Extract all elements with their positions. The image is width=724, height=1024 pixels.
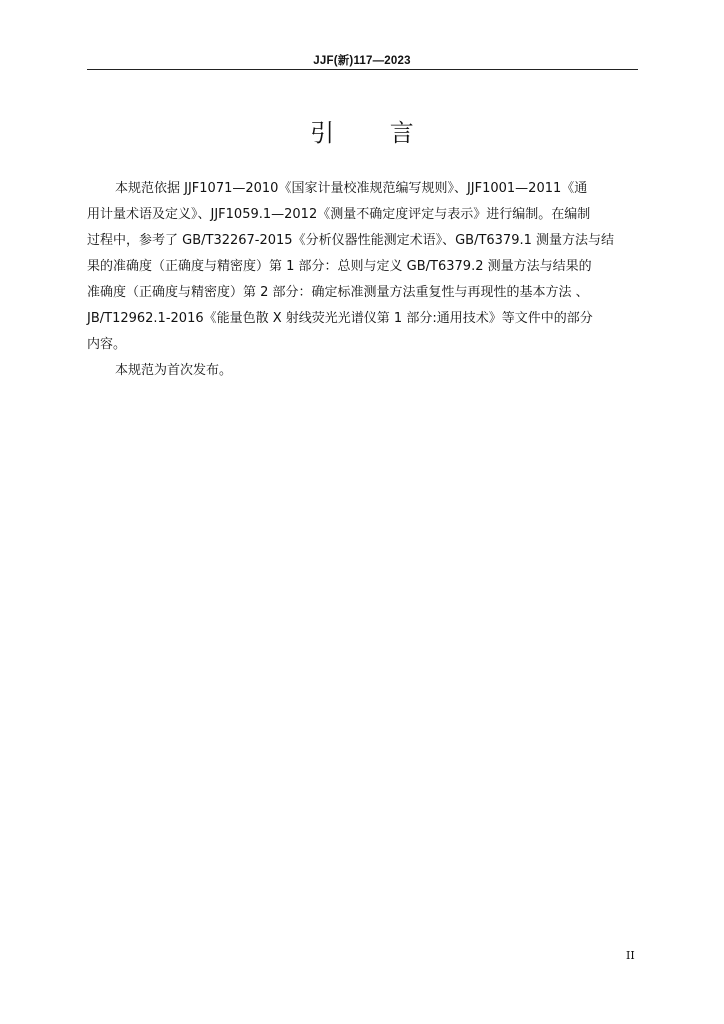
paragraph-line: 本规范依据 JJF1071—2010《国家计量校准规范编写规则》、JJF1001—2011《通: [115, 181, 588, 196]
paragraph-basis: [87, 176, 638, 358]
body-content: [87, 176, 638, 384]
paragraph-line: JB/T12962.1-2016《能量色散 X 射线荧光光谱仪第 1 部分:通用技术》等文件中的部分: [87, 311, 593, 326]
paragraph-line: 过程中，参考了 GB/T32267-2015《分析仪器性能测定术语》、GB/T6379.1 测量方法与结: [87, 233, 615, 248]
header-rule: [87, 69, 638, 70]
paragraph-line: 用计量术语及定义》、JJF1059.1—2012《测量不确定度评定与表示》进行编制。在编制: [87, 207, 591, 222]
running-header: JJF(新)117—2023: [313, 55, 411, 67]
page-number: II: [626, 949, 635, 962]
paragraph-line: 果的准确度（正确度与精密度）第 1 部分：总则与定义 GB/T6379.2 测量方法与结果的: [87, 259, 592, 274]
page-title: 引 言: [310, 119, 438, 147]
paragraph-line: 内容。: [87, 337, 127, 352]
paragraph-first-release: 本规范为首次发布。: [115, 363, 233, 378]
paragraph-line: 准确度（正确度与精密度）第 2 部分：确定标准测量方法重复性与再现性的基本方法 、: [87, 285, 589, 300]
